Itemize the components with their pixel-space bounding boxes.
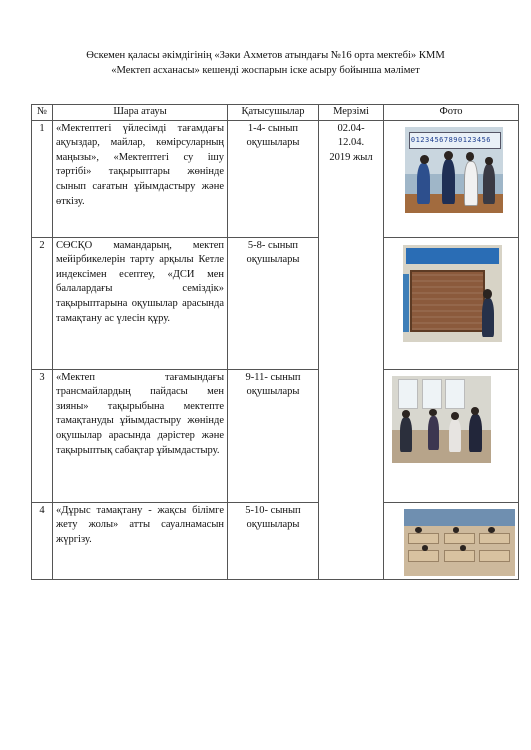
row-photo-cell [384, 369, 519, 502]
table-row [32, 369, 519, 502]
row-topic: «Мектептегі үйлесімді тағамдағы ақуыздар, майлар, көмірсуларның маңызы», «Мектептегі су ішу тәртібі» тақырыптары жөнінде сынып сағатын ұйымдастыру және өткізу. [53, 120, 228, 237]
row-topic: СӨСҚО мамандарың, мектеп мейірбикелерін тарту арқылы Кетле индексімен есептеу, «ДСИ мен балалардағы семіздік» тақырыптарына оқушылар арасында тамақтану ас үлесін құру. [53, 237, 228, 369]
header-topic: Шара атауы [53, 105, 228, 121]
term-line-1: 02.04- [337, 122, 365, 134]
report-table [31, 104, 519, 580]
row-participants: 5-8- сынып оқушылары [228, 237, 319, 369]
header-term: Мерзімі [319, 105, 384, 121]
document-title [30, 48, 501, 78]
board-digits: 01234567890123456 [410, 135, 492, 144]
header-photo: Фото [384, 105, 519, 121]
row-topic: «Дұрыс тамақтану - жақсы білімге жету жолы» атты сауалнамасын жүргізу. [53, 502, 228, 579]
term-line-2: 12.04. [337, 137, 365, 149]
table-header-row [32, 105, 519, 121]
term-cell [319, 120, 384, 579]
header-participants: Қатысушылар [228, 105, 319, 121]
row-photo-cell [384, 120, 519, 237]
classroom-photo-icon [405, 127, 503, 213]
table-row [32, 120, 519, 237]
row-topic: «Мектеп тағамындағы трансмайлардың пайдасы мен зияны» тақырыбына мектепте тамақтануды ұйымдастыру жөнінде оқушылар арасында дәрістер және тақырыптық сабақтар ұйымдастыру. [53, 369, 228, 502]
title-line-1: Өскемен қаласы әкімдігінің «Зәки Ахметов атындағы №16 орта мектебі» КММ [86, 50, 445, 61]
row-participants: 5-10- сынып оқушылары [228, 502, 319, 579]
row-num: 4 [32, 502, 53, 579]
blackboard-photo-icon [403, 245, 502, 342]
table-row [32, 502, 519, 579]
desks-photo-icon [404, 509, 515, 576]
row-num: 3 [32, 369, 53, 502]
row-participants: 1-4- сынып оқушылары [228, 120, 319, 237]
header-num: № [32, 105, 53, 121]
title-line-2: «Мектеп асханасы» кешенді жоспарын іске асыру бойынша мәлімет [111, 65, 420, 76]
row-photo-cell [384, 502, 519, 579]
row-num: 2 [32, 237, 53, 369]
row-participants: 9-11- сынып оқушылары [228, 369, 319, 502]
table-row [32, 237, 519, 369]
row-num: 1 [32, 120, 53, 237]
students-photo-icon [392, 376, 491, 463]
row-photo-cell [384, 237, 519, 369]
term-line-3: 2019 жыл [329, 151, 373, 163]
